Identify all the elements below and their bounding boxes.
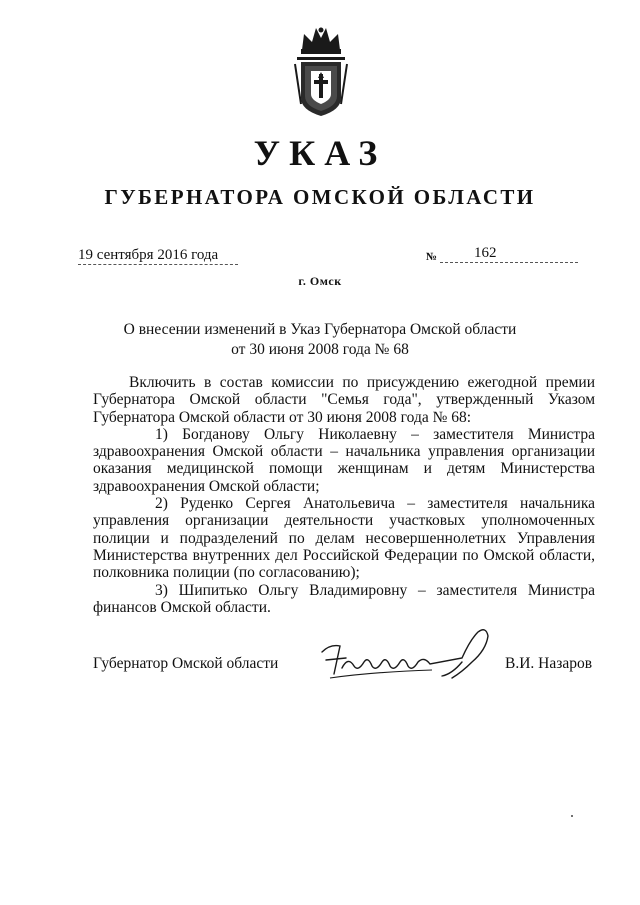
subject-line-1: О внесении изменений в Указ Губернатора Омской области [123,321,517,338]
document-body [93,374,595,616]
handwritten-signature [312,622,502,690]
signatory-title: Губернатор Омской области [93,655,279,672]
document-city: г. Омск [298,274,342,288]
document-number-label: № [426,251,438,263]
scan-dot [571,815,573,817]
body-intro: Включить в состав комиссии по присуждению ежегодной премии Губернатора Омской области "Семья года", утвержденный Указом Губернатора Омской области от 30 июня 2008 года № 68: [93,374,595,426]
document-subject [0,320,640,360]
document-date: 19 сентября 2016 года [78,246,238,265]
document-subtitle: ГУБЕРНАТОРА ОМСКОЙ ОБЛАСТИ [104,185,536,209]
signatory-name: В.И. Назаров [505,655,593,672]
document-number: 162 [440,244,578,263]
coat-of-arms-icon [292,24,350,120]
subject-line-2: от 30 июня 2008 года № 68 [231,341,409,358]
body-item-1: 1) Богданову Ольгу Николаевну – заместителя Министра здравоохранения Омской области – начальника управления организации оказания медицинской помощи женщинам и детям Министерства здравоохранения Омской области; [93,425,595,495]
body-item-3: 3) Шипитько Ольгу Владимировну – заместителя Министра финансов Омской области. [93,581,595,616]
document-title: УКАЗ [253,133,387,173]
body-item-2: 2) Руденко Сергея Анатольевича – заместителя начальника управления организации деятельности участковых уполномоченных полиции и подразделений по делам несовершеннолетних Управления Министерства внутренних дел Российской Федерации по Омской области, полковника полиции (по согласованию); [93,495,595,582]
